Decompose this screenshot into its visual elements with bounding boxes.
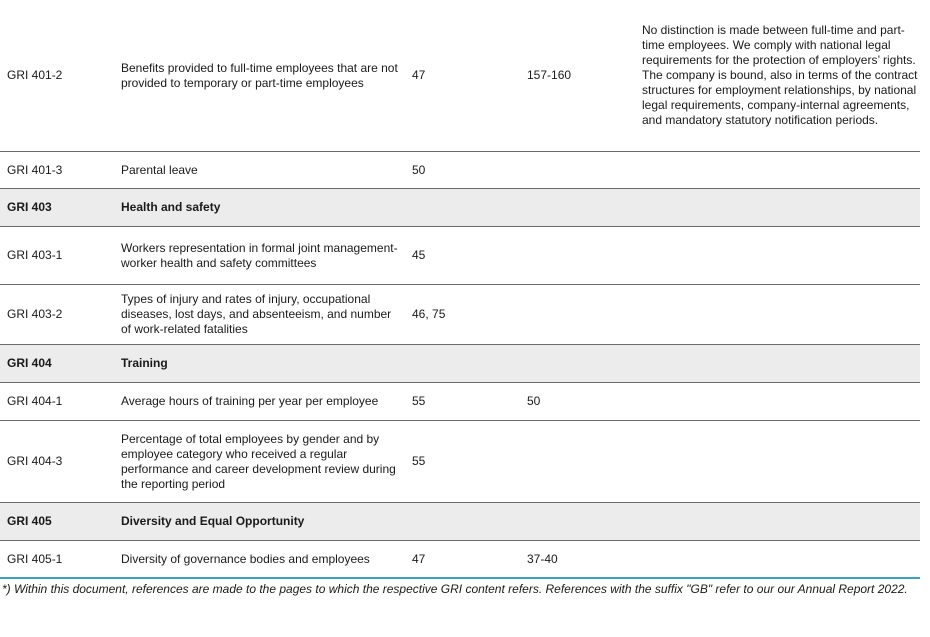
reference-cell bbox=[527, 152, 627, 188]
table-row bbox=[0, 227, 920, 285]
note-cell bbox=[642, 421, 922, 502]
page-cell: 55 bbox=[412, 454, 426, 468]
page-cell: 50 bbox=[412, 162, 426, 177]
section-row bbox=[0, 189, 920, 227]
footnote: *) Within this document, references are made to the pages to which the respective GRI content refers. References with the suffix "GB" refer to our our Annual Report 2022. bbox=[2, 582, 908, 596]
reference-cell: 37-40 bbox=[527, 551, 558, 566]
reference-cell: 157-160 bbox=[527, 68, 572, 82]
note-cell bbox=[642, 383, 922, 420]
page-cell: 46, 75 bbox=[412, 307, 446, 321]
note-cell bbox=[642, 227, 922, 284]
description-cell: Workers representation in formal joint management-worker health and safety committees bbox=[121, 240, 398, 270]
description-cell: Parental leave bbox=[121, 162, 198, 177]
section-title-cell: Training bbox=[121, 356, 168, 370]
table-row bbox=[0, 285, 920, 345]
section-code-cell: GRI 405 bbox=[7, 514, 52, 528]
gri-code-cell: GRI 401-3 bbox=[7, 162, 63, 177]
table-row bbox=[0, 0, 920, 152]
note-cell: No distinction is made between full-time and part-time employees. We comply with national legal requirements for the protection of employers’ rights. The company is bound, also in terms of the contract structures for employment relationships, by national legal requirements, company-internal agreements, and mandatory statutory notification periods. bbox=[642, 23, 918, 127]
description-cell: Percentage of total employees by gender and by employee category who received a regular performance and career development review during the reporting period bbox=[121, 431, 396, 491]
page-cell: 45 bbox=[412, 248, 426, 262]
note-cell bbox=[642, 152, 922, 188]
note-cell bbox=[642, 285, 922, 344]
reference-cell bbox=[527, 227, 627, 284]
description-cell: Types of injury and rates of injury, occupational diseases, lost days, and absenteeism, and number of work-related fatalities bbox=[121, 292, 392, 336]
reference-cell bbox=[527, 421, 627, 502]
gri-code-cell: GRI 404-1 bbox=[7, 394, 63, 408]
gri-code-cell: GRI 405-1 bbox=[7, 551, 63, 566]
table-row bbox=[0, 421, 920, 503]
description-cell: Diversity of governance bodies and employees bbox=[121, 551, 370, 566]
page-cell: 55 bbox=[412, 394, 426, 408]
section-row bbox=[0, 503, 920, 541]
gri-code-cell: GRI 401-2 bbox=[7, 68, 63, 82]
table-row bbox=[0, 383, 920, 421]
reference-cell: 50 bbox=[527, 394, 541, 408]
section-title-cell: Diversity and Equal Opportunity bbox=[121, 514, 305, 528]
section-code-cell: GRI 404 bbox=[7, 356, 52, 370]
section-row bbox=[0, 345, 920, 383]
table-row bbox=[0, 152, 920, 189]
description-cell: Benefits provided to full-time employees that are not provided to temporary or part-time employees bbox=[121, 60, 398, 90]
section-code-cell: GRI 403 bbox=[7, 200, 52, 214]
reference-cell bbox=[527, 285, 627, 344]
gri-code-cell: GRI 404-3 bbox=[7, 454, 63, 468]
page-cell: 47 bbox=[412, 551, 426, 566]
gri-code-cell: GRI 403-2 bbox=[7, 307, 63, 321]
page-cell: 47 bbox=[412, 68, 426, 82]
gri-code-cell: GRI 403-1 bbox=[7, 248, 63, 262]
note-cell bbox=[642, 541, 922, 577]
description-cell: Average hours of training per year per employee bbox=[121, 394, 379, 408]
section-title-cell: Health and safety bbox=[121, 200, 221, 214]
table-row bbox=[0, 541, 920, 579]
